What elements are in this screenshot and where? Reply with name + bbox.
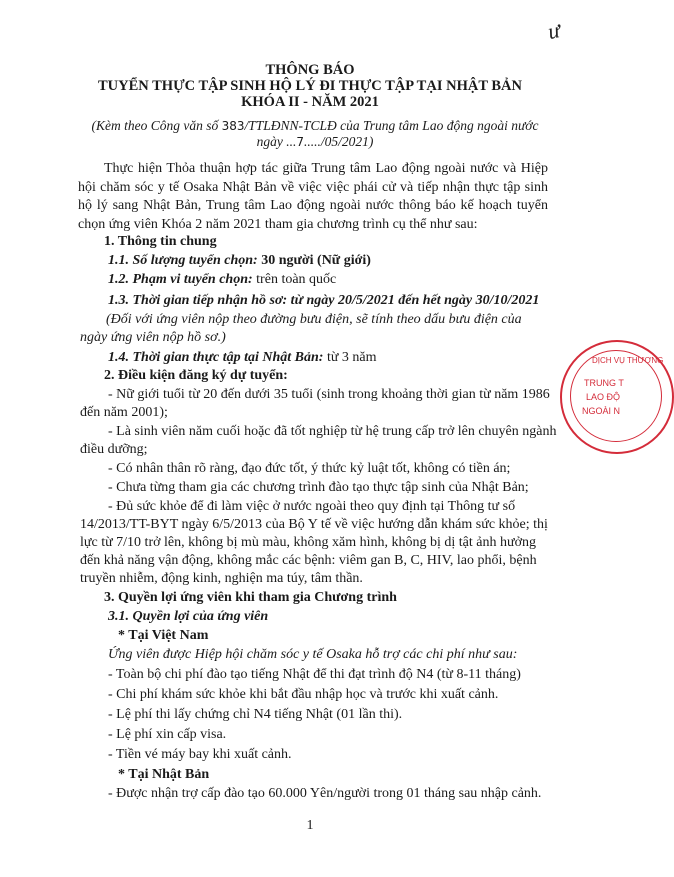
s14-row (108, 349, 377, 367)
reference-number: 383 (221, 119, 245, 133)
reference-date-suffix: ...../05/2021) (304, 134, 374, 149)
vietnam-benefit-5: - Tiền vé máy bay khi xuất cảnh. (108, 747, 292, 762)
s12-label: 1.2. Phạm vi tuyển chọn: (108, 272, 253, 287)
reference-suffix: /TTLĐNN-TCLĐ của Trung tâm Lao động ngoài nước (244, 118, 539, 133)
stamp-line-2: LAO ĐỘ (586, 392, 621, 402)
stamp-line-3: NGOÀI N (582, 406, 621, 416)
reference-line-2 (70, 134, 560, 150)
condition-4: - Chưa từng tham gia các chương trình đào tạo thực tập sinh của Nhật Bản; (108, 480, 529, 495)
vietnam-benefit-2: - Chi phí khám sức khỏe khi bắt đầu nhập học và trước khi xuất cảnh. (108, 687, 499, 702)
reference-line-1 (70, 118, 560, 134)
condition-1-line-1: - Nữ giới tuổi từ 20 đến dưới 35 tuổi (sinh trong khoảng thời gian từ năm 1986 (108, 387, 550, 402)
reference-prefix: (Kèm theo Công văn số (91, 118, 222, 133)
section3-heading: 3. Quyền lợi ứng viên khi tham gia Chương trình (104, 590, 397, 605)
doc-title: THÔNG BÁO (265, 62, 355, 78)
s11-value: 30 người (Nữ giới) (257, 253, 371, 268)
condition-5-line-4: đến khả năng vận động, không mắc các bệnh: viêm gan B, C, HIV, lao phổi, bệnh (80, 553, 537, 568)
s13-row: 1.3. Thời gian tiếp nhận hồ sơ: từ ngày 20/5/2021 đến hết ngày 30/10/2021 (108, 293, 540, 308)
stamp-line-1: TRUNG T (584, 378, 624, 388)
vietnam-intro: Ứng viên được Hiệp hội chăm sóc y tế Osaka hỗ trợ các chi phí như sau: (108, 647, 518, 662)
condition-5-line-3: lực từ 7/10 trở lên, không bị mù màu, không xăm hình, không bị dị tật ảnh hưởng (80, 535, 536, 550)
handwritten-mark: ư (545, 17, 563, 44)
vietnam-benefit-3: - Lệ phí thi lấy chứng chỉ N4 tiếng Nhật (01 lần thi). (108, 707, 403, 722)
section1-heading: 1. Thông tin chung (104, 234, 217, 249)
condition-1-line-2: đến năm 2001); (80, 405, 168, 420)
condition-2-line-1: - Là sinh viên năm cuối hoặc đã tốt nghiệp từ hệ trung cấp trở lên chuyên ngành (108, 424, 557, 439)
s14-label: 1.4. Thời gian thực tập tại Nhật Bản: (108, 350, 324, 365)
s31-heading: 3.1. Quyền lợi của ứng viên (108, 609, 269, 624)
s12-row (108, 271, 336, 289)
page-number: 1 (306, 818, 314, 833)
reference-date-prefix: ngày ... (256, 134, 297, 149)
condition-5-line-2: 14/2013/TT-BYT ngày 6/5/2013 của Bộ Y tế về việc hướng dẫn khám sức khỏe; thị (80, 517, 548, 532)
s14-value: từ 3 năm (323, 350, 377, 365)
doc-subtitle: TUYỂN THỰC TẬP SINH HỘ LÝ ĐI THỰC TẬP TẠI NHẬT BẢN (98, 78, 522, 94)
section2-heading: 2. Điều kiện đăng ký dự tuyển: (104, 368, 288, 383)
japan-benefit-1: - Được nhận trợ cấp đào tạo 60.000 Yên/người trong 01 tháng sau nhập cảnh. (108, 786, 542, 801)
s11-label: 1.1. Số lượng tuyển chọn: (108, 253, 258, 268)
reference-day: 7 (296, 135, 304, 149)
condition-5-line-1: - Đủ sức khỏe để đi làm việc ở nước ngoài theo quy định tại Thông tư số (108, 499, 516, 514)
s13-note-2: ngày ứng viên nộp hồ sơ.) (80, 330, 226, 345)
s13-note-1: (Đối với ứng viên nộp theo đường bưu điện, sẽ tính theo dấu bưu điện của (106, 312, 522, 327)
condition-3: - Có nhân thân rõ ràng, đạo đức tốt, ý thức kỷ luật tốt, không có tiền án; (108, 461, 511, 476)
doc-course: KHÓA II - NĂM 2021 (241, 94, 379, 110)
japan-heading: * Tại Nhật Bản (118, 767, 210, 782)
intro-paragraph: Thực hiện Thỏa thuận hợp tác giữa Trung tâm Lao động ngoài nước và Hiệp hội chăm sóc y tế Osaka Nhật Bản về việc việc phái cử và tiếp nhận thực tập sinh hộ lý sang Nhật Bản, Trung tâm Lao động ngoài nước thông báo kế hoạch tuyển chọn ứng viên Khóa 2 năm 2021 tham gia chương trình cụ thể như sau: (78, 161, 548, 232)
vietnam-benefit-4: - Lệ phí xin cấp visa. (108, 727, 227, 742)
condition-2-line-2: điều dưỡng; (80, 442, 148, 457)
stamp-arc-text: DỊCH VỤ THƯƠNG (592, 356, 664, 365)
condition-5-line-5: truyền nhiễm, động kinh, nghiện ma túy, tâm thần. (80, 571, 363, 586)
vietnam-heading: * Tại Việt Nam (118, 628, 209, 643)
vietnam-benefit-1: - Toàn bộ chi phí đào tạo tiếng Nhật để thi đạt trình độ N4 (từ 8-11 tháng) (108, 667, 521, 682)
official-stamp (560, 340, 674, 454)
s12-value: trên toàn quốc (252, 272, 337, 287)
s11-row (108, 252, 371, 270)
